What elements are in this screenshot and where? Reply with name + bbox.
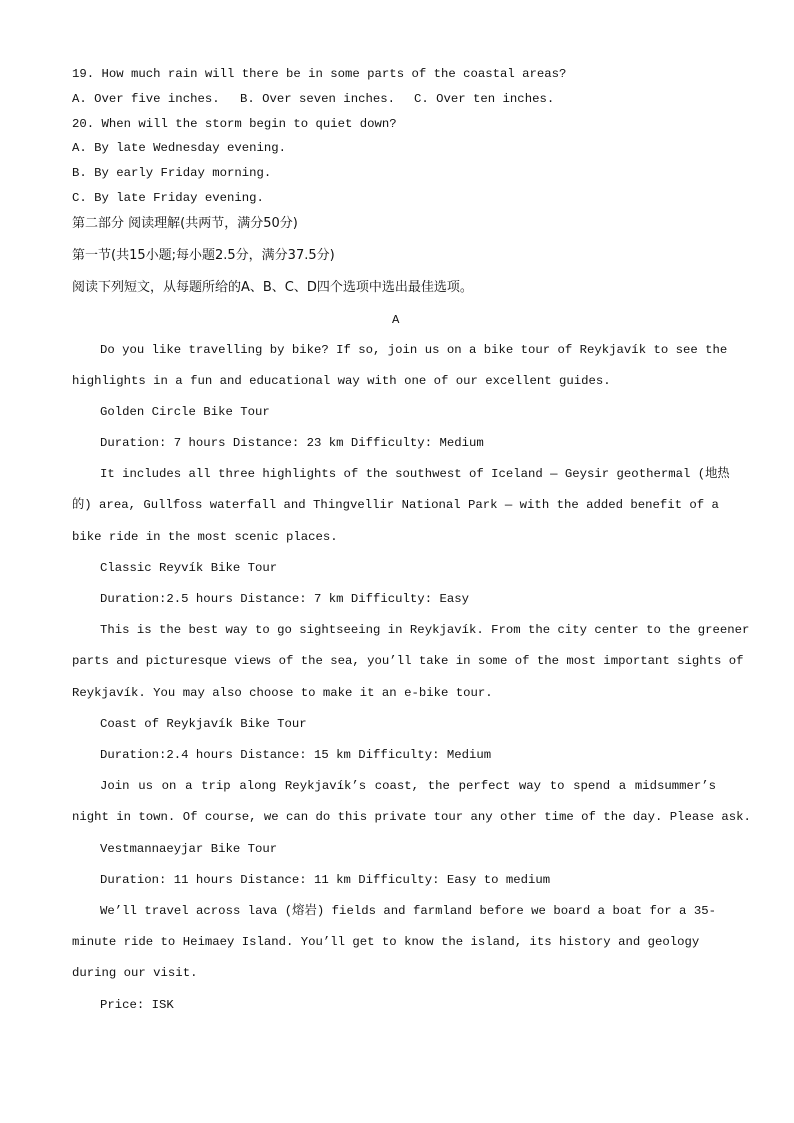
intro-line-2: highlights in a fun and educational way with one of our excellent guides. xyxy=(72,374,611,388)
tour-3-info: Duration:2.4 hours Distance: 15 km Difficulty: Medium xyxy=(100,748,492,762)
tour-3-desc-line-1: Join us on a trip along Reykjavík’s coast, the perfect way to spend a midsummer’s xyxy=(100,779,716,793)
tour-1-desc-line-2: 的) area, Gullfoss waterfall and Thingvellir National Park — with the added benefit of a xyxy=(72,498,719,512)
tour-2-info: Duration:2.5 hours Distance: 7 km Difficulty: Easy xyxy=(100,592,469,606)
question-20-option-c: C. By late Friday evening. xyxy=(72,191,264,205)
section-title: 第一节(共15小题;每小题2.5分，满分37.5分) xyxy=(72,248,335,263)
tour-2-desc-line-1: This is the best way to go sightseeing in Reykjavík. From the city center to the greener xyxy=(100,623,750,637)
tour-1-desc-line-3: bike ride in the most scenic places. xyxy=(72,530,338,544)
question-19-options xyxy=(72,90,554,108)
option-c: C. Over ten inches. xyxy=(414,92,555,106)
tour-3-desc-line-2: night in town. Of course, we can do this private tour any other time of the day. Please ask. xyxy=(72,810,751,824)
tour-3-name: Coast of Reykjavík Bike Tour xyxy=(100,717,307,731)
tour-4-desc-line-3: during our visit. xyxy=(72,966,198,980)
question-20-option-a: A. By late Wednesday evening. xyxy=(72,141,287,155)
tour-4-desc-line-1: We’ll travel across lava (熔岩) fields and farmland before we board a boat for a 35- xyxy=(100,904,716,918)
tour-2-desc-line-3: Reykjavík. You may also choose to make it an e-bike tour. xyxy=(72,686,493,700)
option-a: A. Over five inches. xyxy=(72,92,220,106)
tour-2-name: Classic Reyvík Bike Tour xyxy=(100,561,278,575)
price-line: Price: ISK xyxy=(100,998,174,1012)
section-instruction: 阅读下列短文，从每题所给的A、B、C、D四个选项中选出最佳选项。 xyxy=(72,280,473,295)
tour-1-name: Golden Circle Bike Tour xyxy=(100,405,270,419)
part-title: 第二部分 阅读理解(共两节，满分50分) xyxy=(72,216,298,231)
option-b: B. Over seven inches. xyxy=(240,92,395,106)
tour-4-desc-line-2: minute ride to Heimaey Island. You’ll get to know the island, its history and geology xyxy=(72,935,700,949)
question-19-stem: 19. How much rain will there be in some parts of the coastal areas? xyxy=(72,67,567,81)
tour-1-desc-line-1: It includes all three highlights of the southwest of Iceland — Geysir geothermal (地热 xyxy=(100,467,730,481)
question-20-stem: 20. When will the storm begin to quiet down? xyxy=(72,117,397,131)
question-20-option-b: B. By early Friday morning. xyxy=(72,166,272,180)
tour-2-desc-line-2: parts and picturesque views of the sea, you’ll take in some of the most important sights of xyxy=(72,654,744,668)
tour-1-info: Duration: 7 hours Distance: 23 km Difficulty: Medium xyxy=(100,436,484,450)
intro-line-1: Do you like travelling by bike? If so, join us on a bike tour of Reykjavík to see the xyxy=(100,343,728,357)
tour-4-info: Duration: 11 hours Distance: 11 km Difficulty: Easy to medium xyxy=(100,873,551,887)
passage-letter: A xyxy=(392,313,400,327)
tour-4-name: Vestmannaeyjar Bike Tour xyxy=(100,842,278,856)
